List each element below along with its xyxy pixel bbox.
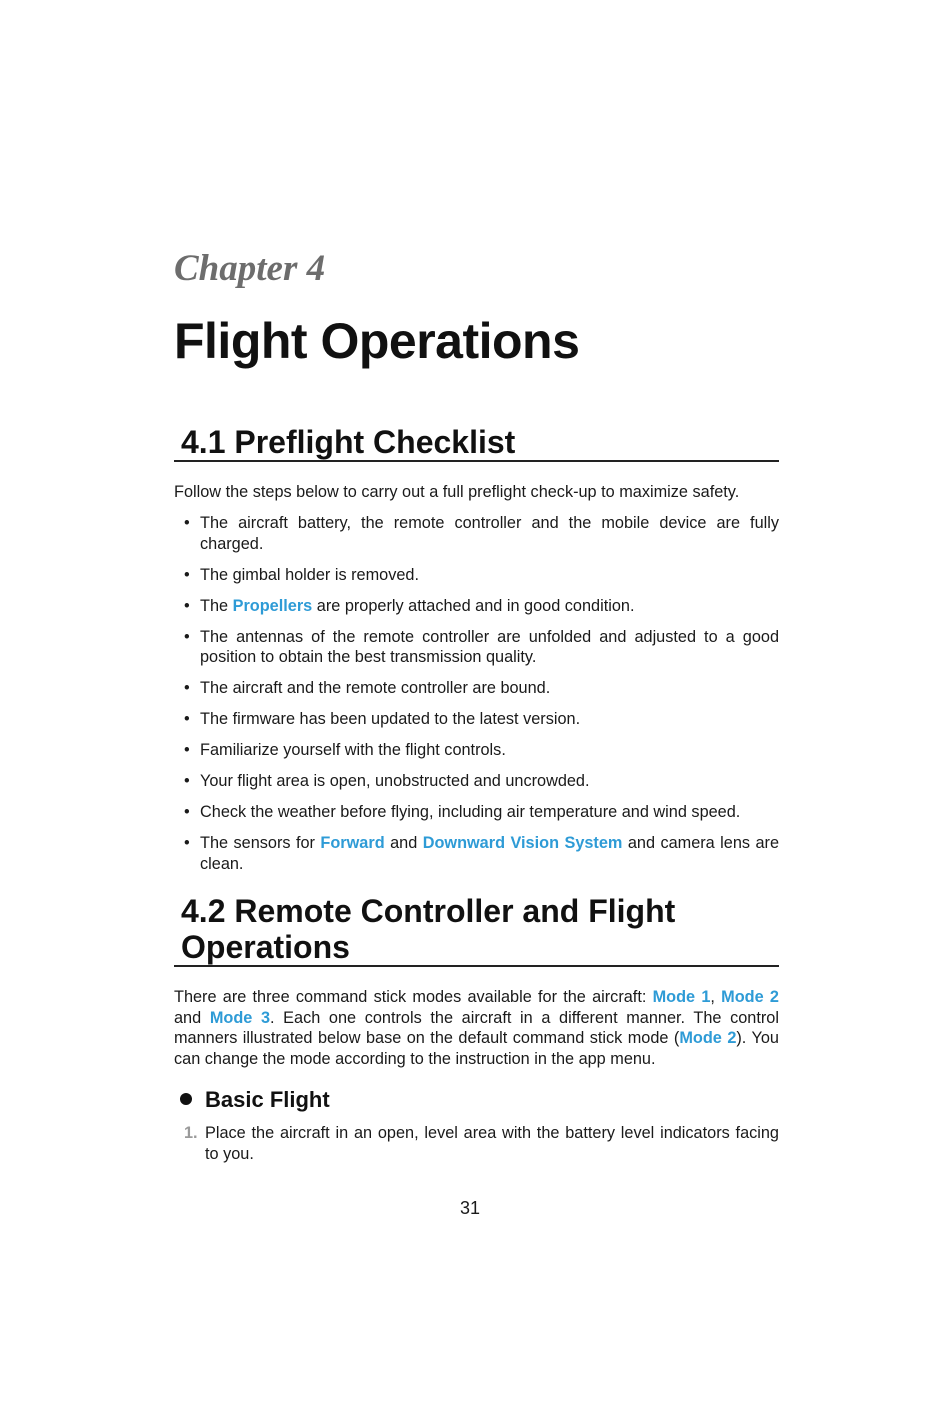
list-item — [174, 802, 779, 823]
list-item-text-middle: and — [384, 834, 423, 852]
step-item — [174, 1123, 779, 1164]
section-heading-line-2: Operations — [181, 929, 350, 965]
bullet-icon: • — [184, 803, 190, 821]
list-item-text: The gimbal holder is removed. — [200, 565, 419, 584]
page-title: Flight Operations — [174, 313, 580, 369]
step-text: Place the aircraft in an open, level area with the battery level indicators facing to you. — [205, 1124, 779, 1163]
list-item-text-before: The sensors for — [200, 834, 321, 852]
bullet-icon: • — [184, 679, 190, 697]
downward-vision-system-link[interactable]: Downward Vision System — [422, 834, 623, 852]
list-item-text: The firmware has been updated to the latest version. — [200, 710, 581, 728]
section1-intro: Follow the steps below to carry out a full preflight check-up to maximize safety. — [174, 483, 740, 501]
list-item — [174, 709, 779, 730]
section2-intro — [174, 987, 779, 1069]
list-item-text-after: and camera lens are clean. — [200, 834, 780, 873]
bullet-icon: • — [184, 514, 190, 532]
list-item — [174, 771, 779, 792]
intro-text: , — [710, 988, 722, 1006]
bullet-icon: • — [184, 627, 190, 646]
bullet-icon: • — [184, 710, 190, 728]
propellers-link[interactable]: Propellers — [232, 596, 313, 615]
list-item-text-after: are properly attached and in good condition. — [312, 596, 635, 615]
default-mode-link[interactable]: Mode 2 — [679, 1029, 737, 1047]
chapter-label: Chapter 4 — [174, 248, 326, 289]
bullet-disc-icon — [180, 1093, 192, 1105]
intro-text: . Each one controls the aircraft in a different manner. The control manners illustrated below base on the default command stick mode ( — [174, 1008, 779, 1047]
forward-link[interactable]: Forward — [320, 834, 385, 852]
list-item-text-before: The — [200, 596, 233, 615]
mode-3-link[interactable]: Mode 3 — [209, 1008, 271, 1027]
bullet-icon: • — [184, 741, 190, 759]
list-item — [174, 565, 779, 586]
list-item-text: The antennas of the remote controller are unfolded and adjusted to a good position to obtain the best transmission quality. — [200, 627, 779, 666]
step-number: 1. — [184, 1124, 198, 1142]
subsection-heading-text: Basic Flight — [205, 1087, 330, 1112]
basic-flight-steps — [174, 1123, 779, 1164]
intro-text: ). You can change the mode according to the instruction in the app menu. — [174, 1029, 779, 1068]
section-heading-remote-controller — [174, 893, 779, 967]
preflight-checklist — [174, 513, 779, 885]
mode-2-link[interactable]: Mode 2 — [721, 988, 779, 1006]
list-item-text: The aircraft and the remote controller are bound. — [200, 679, 551, 697]
list-item-text: Familiarize yourself with the flight controls. — [200, 741, 506, 759]
section-heading-line-1: 4.2 Remote Controller and Flight — [181, 893, 676, 929]
list-item — [174, 596, 779, 617]
list-item-text: The aircraft battery, the remote controller and the mobile device are fully charged. — [200, 514, 779, 553]
mode-1-link[interactable]: Mode 1 — [652, 988, 711, 1006]
list-item-text: Check the weather before flying, including air temperature and wind speed. — [200, 803, 741, 821]
bullet-icon: • — [184, 772, 190, 790]
list-item — [174, 513, 779, 554]
bullet-icon: • — [184, 834, 190, 852]
bullet-icon: • — [184, 596, 190, 615]
intro-text: and — [174, 1008, 210, 1027]
list-item — [174, 627, 779, 668]
list-item-text: Your flight area is open, unobstructed and uncrowded. — [200, 772, 590, 790]
page-number: 31 — [459, 1198, 481, 1218]
list-item — [174, 740, 779, 761]
list-item — [174, 833, 779, 874]
bullet-icon: • — [184, 565, 190, 584]
intro-text: There are three command stick modes available for the aircraft: — [174, 988, 653, 1006]
section-heading-preflight-checklist: 4.1 Preflight Checklist — [174, 424, 779, 462]
list-item — [174, 678, 779, 699]
subsection-heading-basic-flight — [180, 1085, 330, 1115]
